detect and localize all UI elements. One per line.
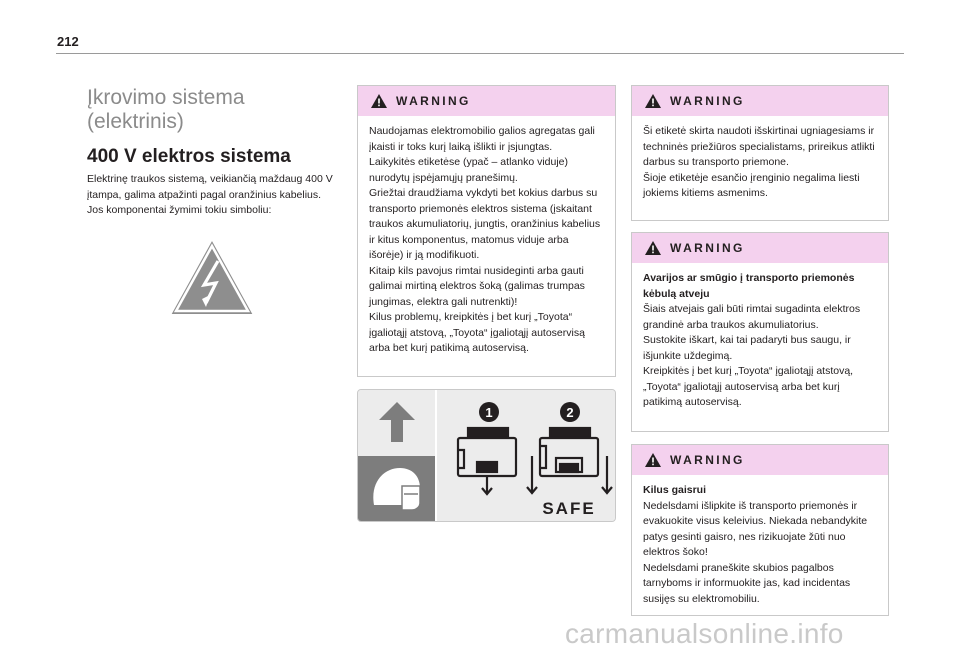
warning-box-3 xyxy=(631,232,889,432)
warning-heading: Avarijos ar smūgio į transporto priemonės kėbulą atveju xyxy=(643,272,855,300)
warning-triangle-icon xyxy=(370,93,388,109)
warning-label: WARNING xyxy=(670,453,745,467)
warning-header xyxy=(358,86,615,116)
warning-header xyxy=(632,86,888,116)
warning-body xyxy=(632,116,888,202)
warning-body xyxy=(358,116,615,357)
warning-header xyxy=(632,445,888,475)
warning-line: Naudojamas elektromobilio galios agregatas gali įkaisti ir toks kurį laiką išlikti ir įsjungtas. xyxy=(369,125,595,153)
warning-heading: Kilus gaisrui xyxy=(643,484,707,496)
warning-box-4 xyxy=(631,444,889,616)
warning-line: Šiais atvejais gali būti rimtai sugadinta elektros grandinė arba traukos akumuliatorius. xyxy=(643,303,861,331)
safety-illustration-graphic xyxy=(358,390,616,522)
warning-line: Nedelsdami išlipkite iš transporto priemonės ir evakuokite visus keleivius. Niekada nebandykite patys gesinti gaisro, nes rizikuojate žūti nuo elektros šoko! xyxy=(643,499,868,558)
warning-body xyxy=(632,263,888,411)
warning-line: Kilus problemų, kreipkitės į bet kurį „Toyota“ įgaliotąjį atstovą, „Toyota“ įgaliotąjį autoservisą arba bet kurį patikimą autoservisą. xyxy=(369,311,585,354)
intro-text: Elektrinę traukos sistemą, veikiančią maždaug 400 V įtampa, galima atpažinti pagal oranžinius kabelius. Jos komponentai žymimi tokiu simboliu: xyxy=(87,173,333,217)
step-2-number: 2 xyxy=(566,405,574,420)
warning-label: WARNING xyxy=(670,94,745,108)
warning-line: Griežtai draudžiama vykdyti bet kokius darbus su transporto priemonės elektros sistema (įskaitant traukos akumuliatorių, jungtis, oranžinius kabelius ir kitus komponentus, matomus viduje arba išorėje) ir ją modifikuoti. xyxy=(369,187,601,261)
header-rule xyxy=(56,53,904,54)
warning-box-1 xyxy=(357,85,616,377)
safety-illustration xyxy=(357,389,616,522)
warning-triangle-icon xyxy=(644,240,662,256)
high-voltage-icon xyxy=(168,237,256,317)
page-number: 212 xyxy=(57,34,79,49)
warning-body xyxy=(632,475,888,607)
subheading: 400 V elektros sistema xyxy=(87,146,291,167)
section-title xyxy=(87,86,337,134)
warning-line: Sustokite iškart, kai tai padaryti bus saugu, ir išjunkite uždegimą. xyxy=(643,334,851,362)
warning-box-2 xyxy=(631,85,889,221)
watermark: carmanualsonline.info xyxy=(565,618,844,649)
warning-label: WARNING xyxy=(670,241,745,255)
section-title-line1: Įkrovimo sistema xyxy=(87,86,245,109)
step-1-number: 1 xyxy=(485,405,493,420)
warning-line: Šioje etiketėje esančio įrenginio negalima liesti jokiems kitiems asmenims. xyxy=(643,171,860,199)
warning-line: Ši etiketė skirta naudoti išskirtinai ugniagesiams ir techninės priežiūros specialistams, prireikus atlikti darbus su transporto priemone. xyxy=(643,125,875,168)
warning-label: WARNING xyxy=(396,94,471,108)
warning-header xyxy=(632,233,888,263)
warning-line: Kreipkitės į bet kurį „Toyota“ įgaliotąjį atstovą, „Toyota“ įgaliotąjį autoservisą arba bet kurį patikimą autoservisą. xyxy=(643,365,854,408)
warning-line: Kitaip kils pavojus rimtai nusideginti arba gauti galimai mirtiną elektros šoką (galimas trumpas jungimas, elektra gali nutrenkti)! xyxy=(369,264,585,308)
section-title-line2: (elektrinis) xyxy=(87,110,184,133)
warning-triangle-icon xyxy=(644,452,662,468)
warning-triangle-icon xyxy=(644,93,662,109)
warning-line: Laikykitės etiketėse (ypač – atlanko viduje) nurodytų įspėjamųjų pranešimų. xyxy=(369,156,569,184)
warning-line: Nedelsdami praneškite skubios pagalbos tarnyboms ir informuokite jas, kad incidentas susijęs su elektromobiliu. xyxy=(643,561,851,605)
safe-label: SAFE xyxy=(542,499,596,518)
